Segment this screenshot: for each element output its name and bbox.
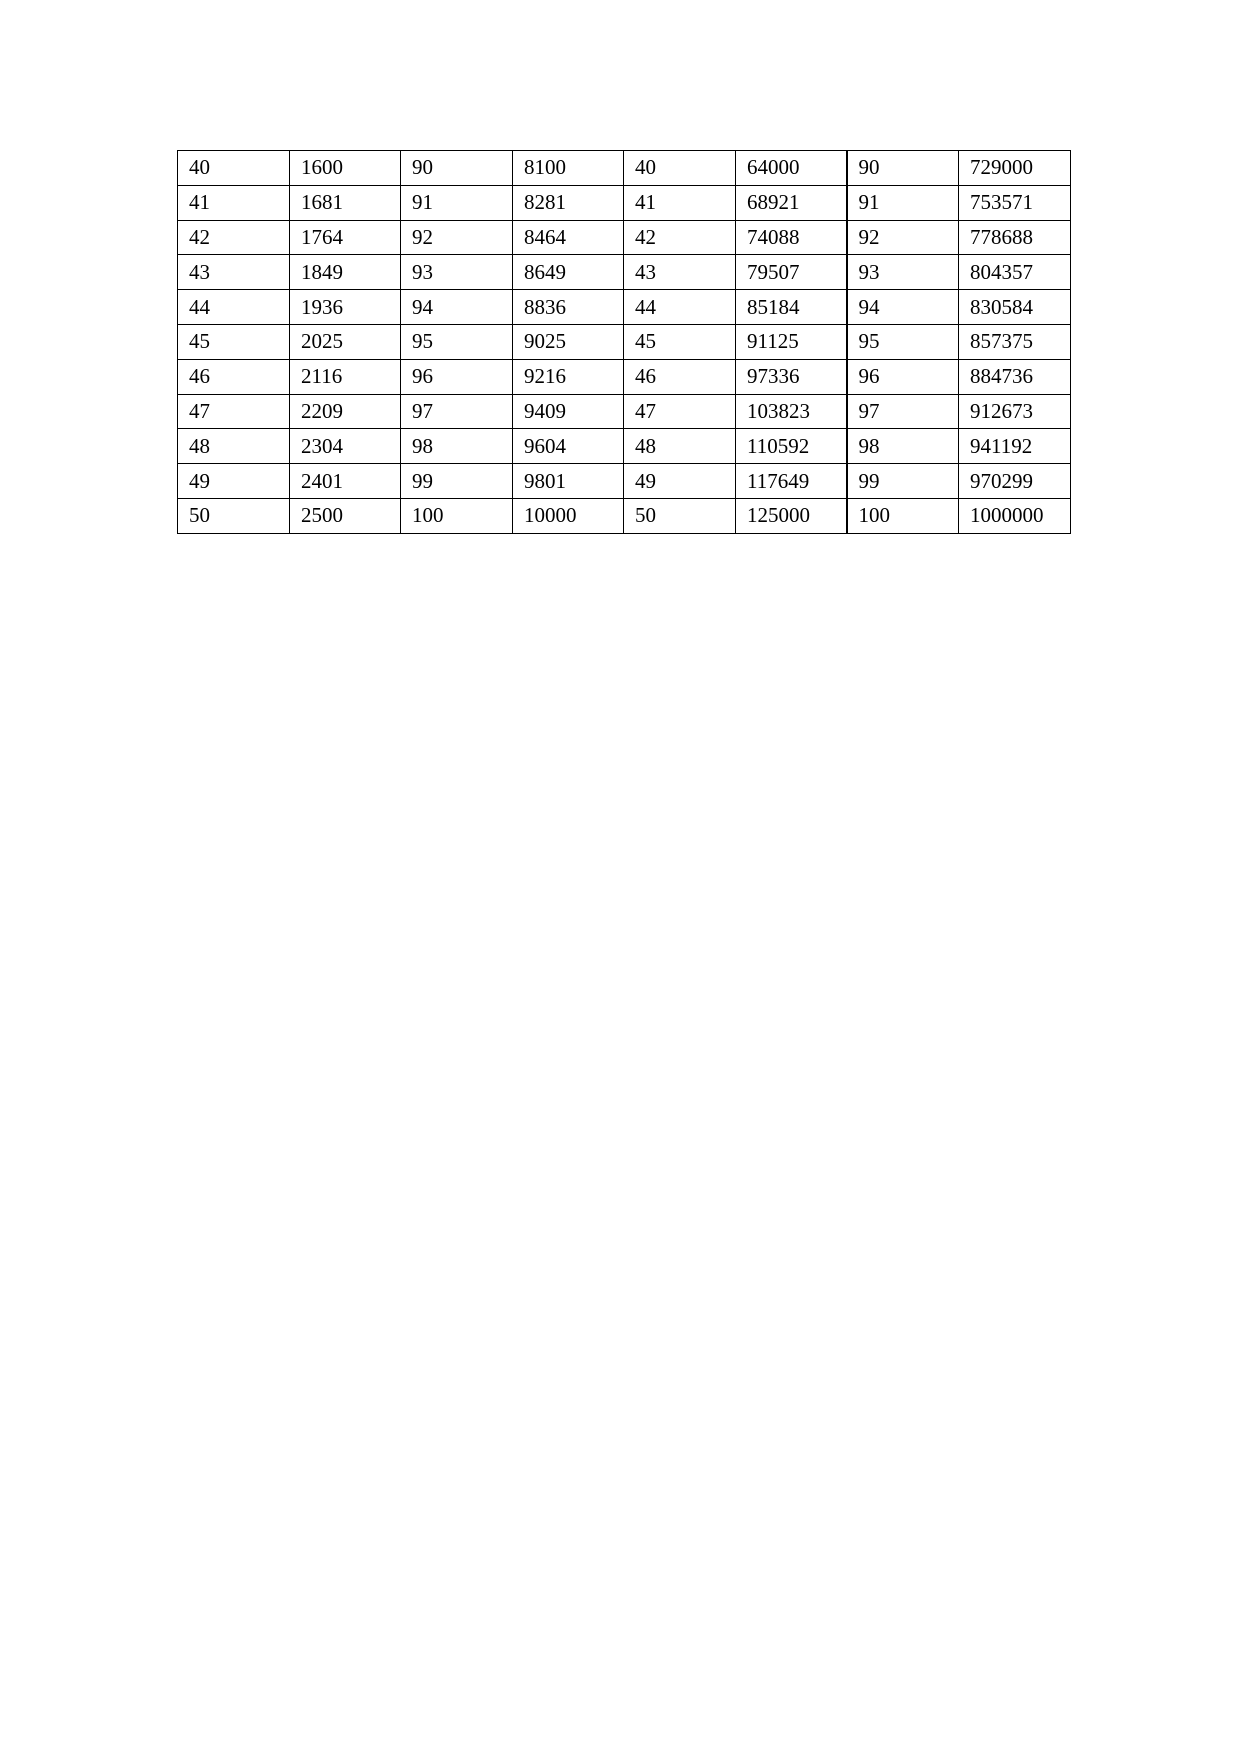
table-row <box>178 359 1071 394</box>
table-cell: 8281 <box>513 185 624 220</box>
table-cell: 40 <box>178 151 290 186</box>
table-cell: 44 <box>624 290 736 325</box>
table-cell: 95 <box>847 324 959 359</box>
table-cell: 125000 <box>736 498 847 533</box>
table-row <box>178 151 1071 186</box>
table-cell: 98 <box>401 429 513 464</box>
table-cell: 42 <box>178 220 290 255</box>
table-cell: 1681 <box>290 185 401 220</box>
table-cell: 2304 <box>290 429 401 464</box>
table-row <box>178 464 1071 499</box>
table-cell: 2401 <box>290 464 401 499</box>
table-row <box>178 290 1071 325</box>
table-cell: 2025 <box>290 324 401 359</box>
table-cell: 85184 <box>736 290 847 325</box>
table-cell: 91 <box>401 185 513 220</box>
table-cell: 44 <box>178 290 290 325</box>
table-cell: 10000 <box>513 498 624 533</box>
table-cell: 41 <box>624 185 736 220</box>
table-cell: 96 <box>847 359 959 394</box>
values-table <box>177 150 1071 534</box>
table-cell: 96 <box>401 359 513 394</box>
table-cell: 94 <box>401 290 513 325</box>
table-cell: 47 <box>624 394 736 429</box>
table-cell: 912673 <box>959 394 1071 429</box>
table-cell: 8100 <box>513 151 624 186</box>
table-cell: 110592 <box>736 429 847 464</box>
table-cell: 1936 <box>290 290 401 325</box>
table-body <box>178 151 1071 534</box>
table-cell: 94 <box>847 290 959 325</box>
table-cell: 92 <box>401 220 513 255</box>
table-cell: 99 <box>847 464 959 499</box>
table-cell: 48 <box>178 429 290 464</box>
table-row <box>178 255 1071 290</box>
table-cell: 778688 <box>959 220 1071 255</box>
table-cell: 729000 <box>959 151 1071 186</box>
table-row <box>178 498 1071 533</box>
table-cell: 2209 <box>290 394 401 429</box>
table-cell: 8836 <box>513 290 624 325</box>
table-cell: 97336 <box>736 359 847 394</box>
table-cell: 50 <box>624 498 736 533</box>
table-row <box>178 429 1071 464</box>
table-cell: 99 <box>401 464 513 499</box>
table-cell: 48 <box>624 429 736 464</box>
table-cell: 103823 <box>736 394 847 429</box>
table-cell: 90 <box>847 151 959 186</box>
table-cell: 43 <box>178 255 290 290</box>
table-cell: 8464 <box>513 220 624 255</box>
table-cell: 91 <box>847 185 959 220</box>
table-cell: 98 <box>847 429 959 464</box>
table-cell: 95 <box>401 324 513 359</box>
table-cell: 117649 <box>736 464 847 499</box>
table-cell: 9801 <box>513 464 624 499</box>
table-cell: 830584 <box>959 290 1071 325</box>
table-cell: 97 <box>847 394 959 429</box>
table-cell: 9409 <box>513 394 624 429</box>
table-cell: 49 <box>178 464 290 499</box>
table-cell: 857375 <box>959 324 1071 359</box>
table-cell: 41 <box>178 185 290 220</box>
table-cell: 43 <box>624 255 736 290</box>
table-cell: 2500 <box>290 498 401 533</box>
table-cell: 50 <box>178 498 290 533</box>
table-cell: 79507 <box>736 255 847 290</box>
table-cell: 90 <box>401 151 513 186</box>
table-cell: 1600 <box>290 151 401 186</box>
table-cell: 1849 <box>290 255 401 290</box>
table-row <box>178 220 1071 255</box>
table-cell: 46 <box>178 359 290 394</box>
table-cell: 74088 <box>736 220 847 255</box>
table-row <box>178 324 1071 359</box>
table-cell: 47 <box>178 394 290 429</box>
table-cell: 100 <box>847 498 959 533</box>
table-cell: 93 <box>401 255 513 290</box>
table-cell: 45 <box>624 324 736 359</box>
table-cell: 97 <box>401 394 513 429</box>
table-cell: 42 <box>624 220 736 255</box>
table-row <box>178 394 1071 429</box>
table-cell: 9604 <box>513 429 624 464</box>
table-cell: 941192 <box>959 429 1071 464</box>
table-cell: 1764 <box>290 220 401 255</box>
table-cell: 753571 <box>959 185 1071 220</box>
table-cell: 46 <box>624 359 736 394</box>
table-cell: 9025 <box>513 324 624 359</box>
table-cell: 100 <box>401 498 513 533</box>
table-cell: 92 <box>847 220 959 255</box>
table-cell: 8649 <box>513 255 624 290</box>
table-cell: 2116 <box>290 359 401 394</box>
table-cell: 45 <box>178 324 290 359</box>
table-cell: 804357 <box>959 255 1071 290</box>
table-cell: 49 <box>624 464 736 499</box>
table-cell: 64000 <box>736 151 847 186</box>
table-cell: 40 <box>624 151 736 186</box>
table-cell: 68921 <box>736 185 847 220</box>
table-cell: 970299 <box>959 464 1071 499</box>
table-cell: 93 <box>847 255 959 290</box>
table-row <box>178 185 1071 220</box>
table-cell: 1000000 <box>959 498 1071 533</box>
table-cell: 9216 <box>513 359 624 394</box>
table-cell: 884736 <box>959 359 1071 394</box>
table-cell: 91125 <box>736 324 847 359</box>
